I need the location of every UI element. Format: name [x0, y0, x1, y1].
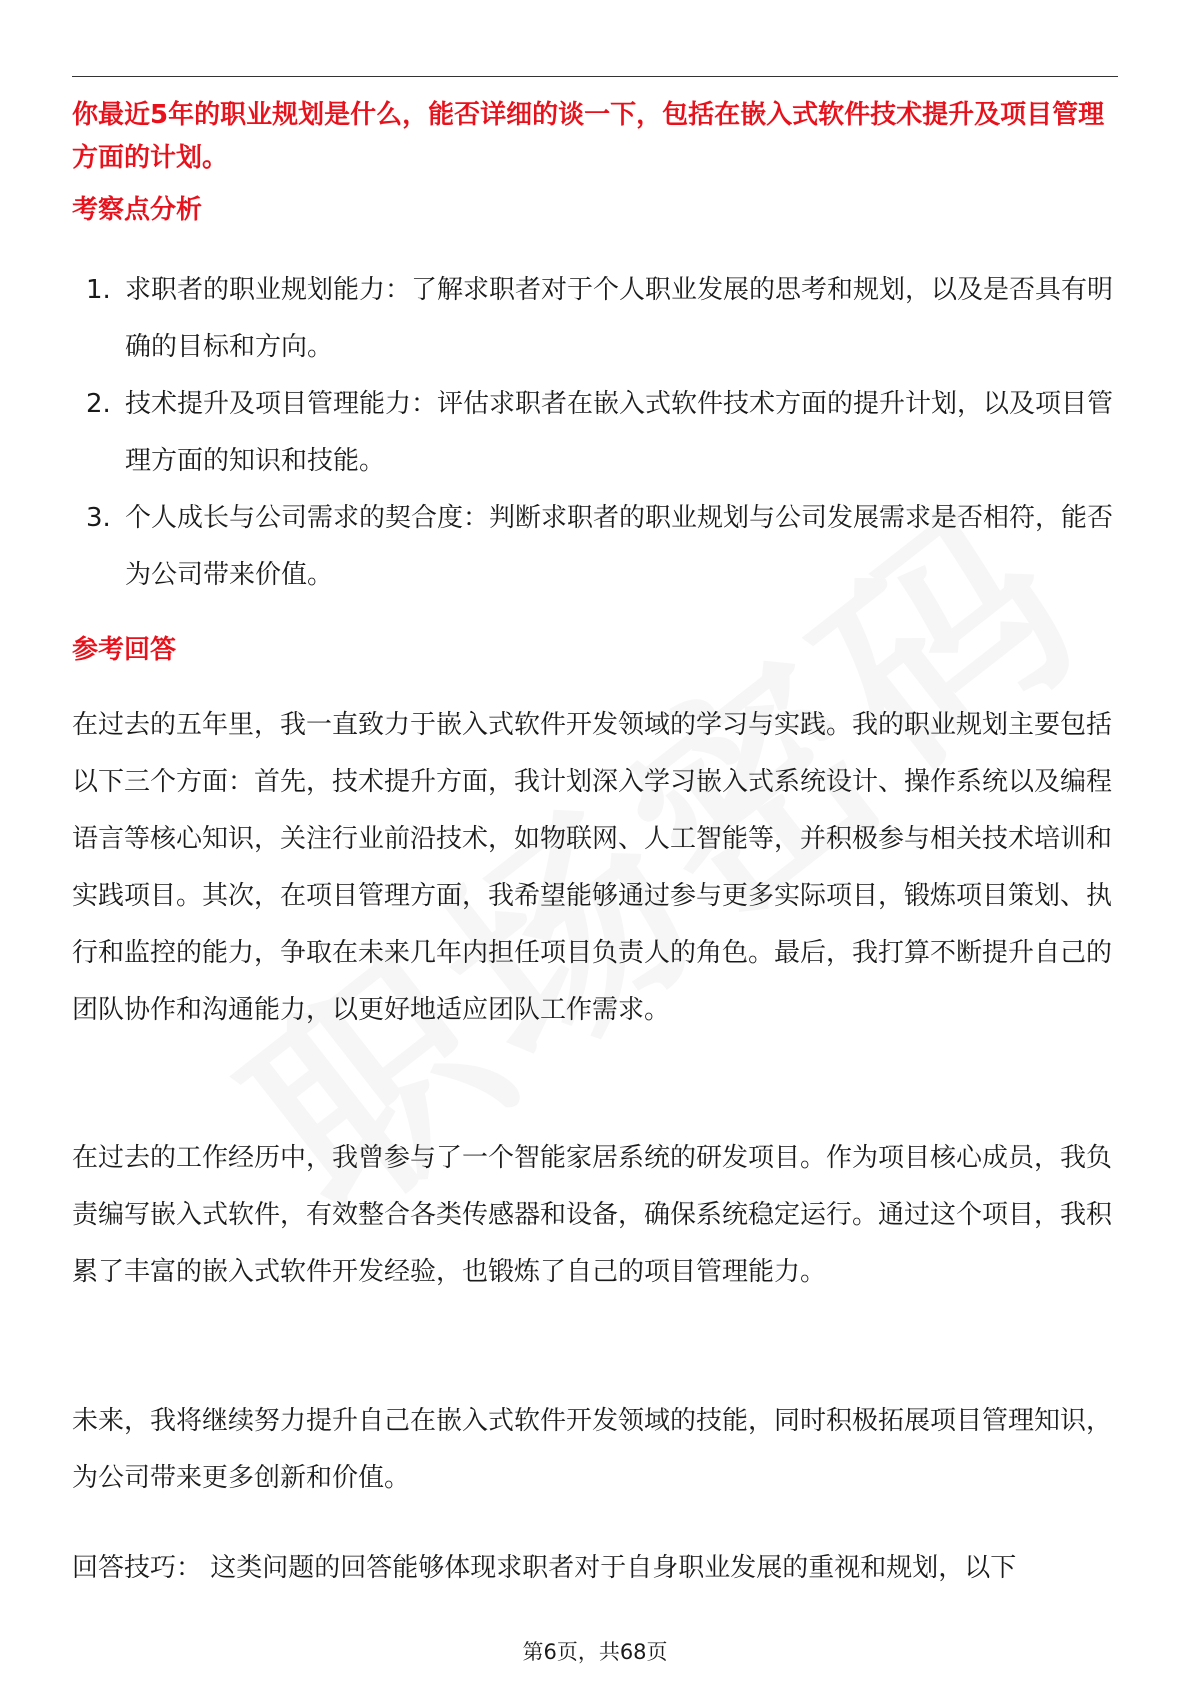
list-item [72, 376, 1118, 490]
list-item [72, 262, 1118, 376]
list-item-text: 求职者的职业规划能力：了解求职者对于个人职业发展的思考和规划，以及是否具有明确的目标和方向。 [125, 275, 1114, 362]
analysis-heading: 考察点分析 [72, 195, 203, 225]
answer-paragraph: 在过去的工作经历中，我曾参与了一个智能家居系统的研发项目。作为项目核心成员，我负责编写嵌入式软件，有效整合各类传感器和设备，确保系统稳定运行。通过这个项目，我积累了丰富的嵌入式软件开发经验，也锻炼了自己的项目管理能力。 [72, 1143, 1113, 1287]
answer-paragraph: 在过去的五年里，我一直致力于嵌入式软件开发领域的学习与实践。我的职业规划主要包括以下三个方面：首先，技术提升方面，我计划深入学习嵌入式系统设计、操作系统以及编程语言等核心知识，关注行业前沿技术，如物联网、人工智能等，并积极参与相关技术培训和实践项目。其次，在项目管理方面，我希望能够通过参与更多实际项目，锻炼项目策划、执行和监控的能力，争取在未来几年内担任项目负责人的角色。最后，我打算不断提升自己的团队协作和沟通能力，以更好地适应团队工作需求。 [72, 710, 1113, 1025]
list-item-number: 2. [86, 389, 111, 419]
answer-heading: 参考回答 [72, 635, 177, 665]
question-title: 你最近5年的职业规划是什么，能否详细的谈一下，包括在嵌入式软件技术提升及项目管理方面的计划。 [72, 100, 1105, 173]
list-item-number: 1. [86, 275, 111, 305]
top-divider [72, 76, 1118, 77]
list-item-text: 个人成长与公司需求的契合度：判断求职者的职业规划与公司发展需求是否相符，能否为公司带来价值。 [125, 503, 1114, 590]
list-item-text: 技术提升及项目管理能力：评估求职者在嵌入式软件技术方面的提升计划，以及项目管理方面的知识和技能。 [125, 389, 1114, 476]
answer-tips: 回答技巧： 这类问题的回答能够体现求职者对于自身职业发展的重视和规划，以下 [72, 1553, 1017, 1583]
document-page [72, 0, 1118, 1684]
answer-paragraph: 未来，我将继续努力提升自己在嵌入式软件开发领域的技能，同时积极拓展项目管理知识，为公司带来更多创新和价值。 [72, 1406, 1113, 1493]
list-item [72, 490, 1118, 604]
page-number: 第6页，共68页 [522, 1640, 668, 1664]
list-item-number: 3. [86, 503, 111, 533]
analysis-list [72, 262, 1118, 604]
